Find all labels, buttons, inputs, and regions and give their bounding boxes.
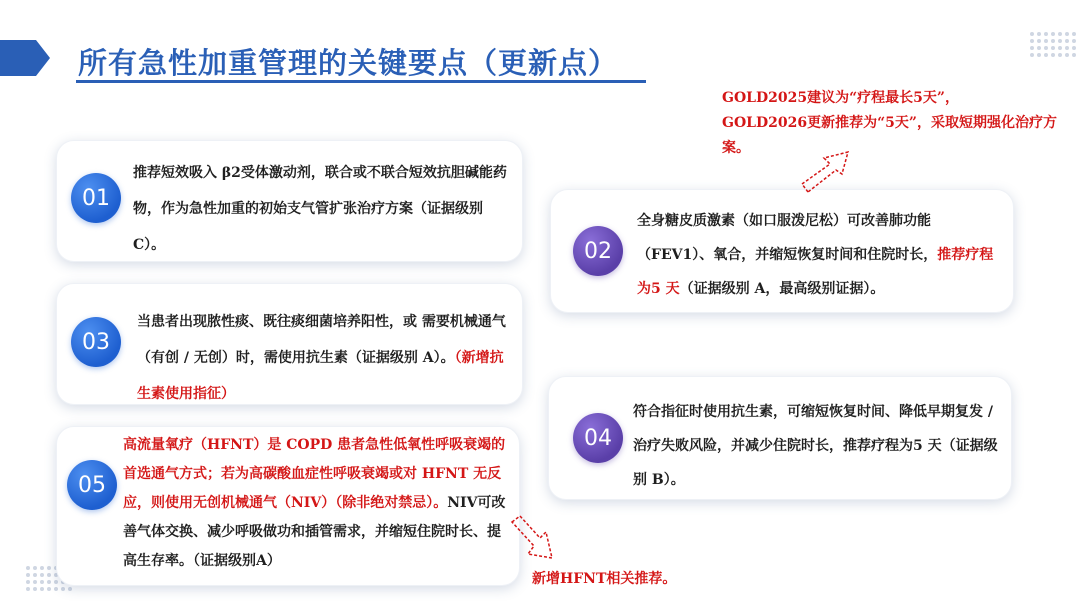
key-point-text <box>123 431 511 576</box>
key-point-text <box>137 304 512 412</box>
key-point-text-highlight: 高流量氧疗（HFNT）是 COPD 患者急性低氧性呼吸衰竭的首选通气方式；若为高碳酸血症性呼吸衰竭或对 HFNT 无反应，则使用无创机械通气（NIV）（除非绝对禁忌）。 <box>123 437 506 511</box>
key-point-card-04 <box>548 376 1012 500</box>
key-point-card-01 <box>56 140 523 262</box>
key-point-card-02 <box>550 189 1014 313</box>
dashed-arrow-icon <box>800 148 860 196</box>
key-point-card-03 <box>56 283 523 405</box>
number-badge: 05 <box>67 460 117 510</box>
key-point-text <box>637 204 1005 306</box>
note-line-2: GOLD2026更新推荐为“5天”，采取短期强化治疗方案。 <box>722 115 1057 156</box>
page-title: 所有急性加重管理的关键要点（更新点） <box>78 46 619 80</box>
number-badge: 02 <box>573 226 623 276</box>
update-note-hfnt: 新增HFNT相关推荐。 <box>532 571 677 587</box>
note-line-1: GOLD2025建议为“疗程最长5天”， <box>722 90 959 106</box>
key-point-text-tail: （证据级别 A，最高级别证据）。 <box>679 281 885 297</box>
key-point-text-main: 全身糖皮质激素（如口服泼尼松）可改善肺功能（FEV1）、氧合，并缩短恢复时间和住院时长， <box>637 213 938 263</box>
number-badge: 01 <box>71 173 121 223</box>
number-badge: 03 <box>71 317 121 367</box>
key-point-text-main: 当患者出现脓性痰、既往痰细菌培养阳性，或 需要机械通气（有创 / 无创）时，需使用抗生素（证据级别 A）。 <box>137 314 506 366</box>
key-point-text: 推荐短效吸入 β2受体激动剂，联合或不联合短效抗胆碱能药物，作为急性加重的初始支气管扩张治疗方案（证据级别 C）。 <box>133 165 507 253</box>
title-arrow-icon <box>0 40 50 76</box>
dot-grid-decoration <box>1030 32 1076 57</box>
key-point-text-highlight: 推荐疗程为5 天 <box>637 247 994 297</box>
update-note-gold2026 <box>722 86 1062 161</box>
title-underline <box>76 80 646 83</box>
number-badge: 04 <box>573 413 623 463</box>
dashed-arrow-icon <box>510 514 558 564</box>
key-point-card-05 <box>56 426 520 586</box>
key-point-text-main: NIV可改善气体交换、减少呼吸做功和插管需求，并缩短住院时长、提高生存率。（证据级别A） <box>123 495 506 569</box>
key-point-text-highlight: （新增抗生素使用指征） <box>137 350 504 402</box>
key-point-text: 符合指征时使用抗生素，可缩短恢复时间、降低早期复发 / 治疗失败风险，并减少住院时长，推荐疗程为5 天（证据级别 B）。 <box>633 404 998 488</box>
